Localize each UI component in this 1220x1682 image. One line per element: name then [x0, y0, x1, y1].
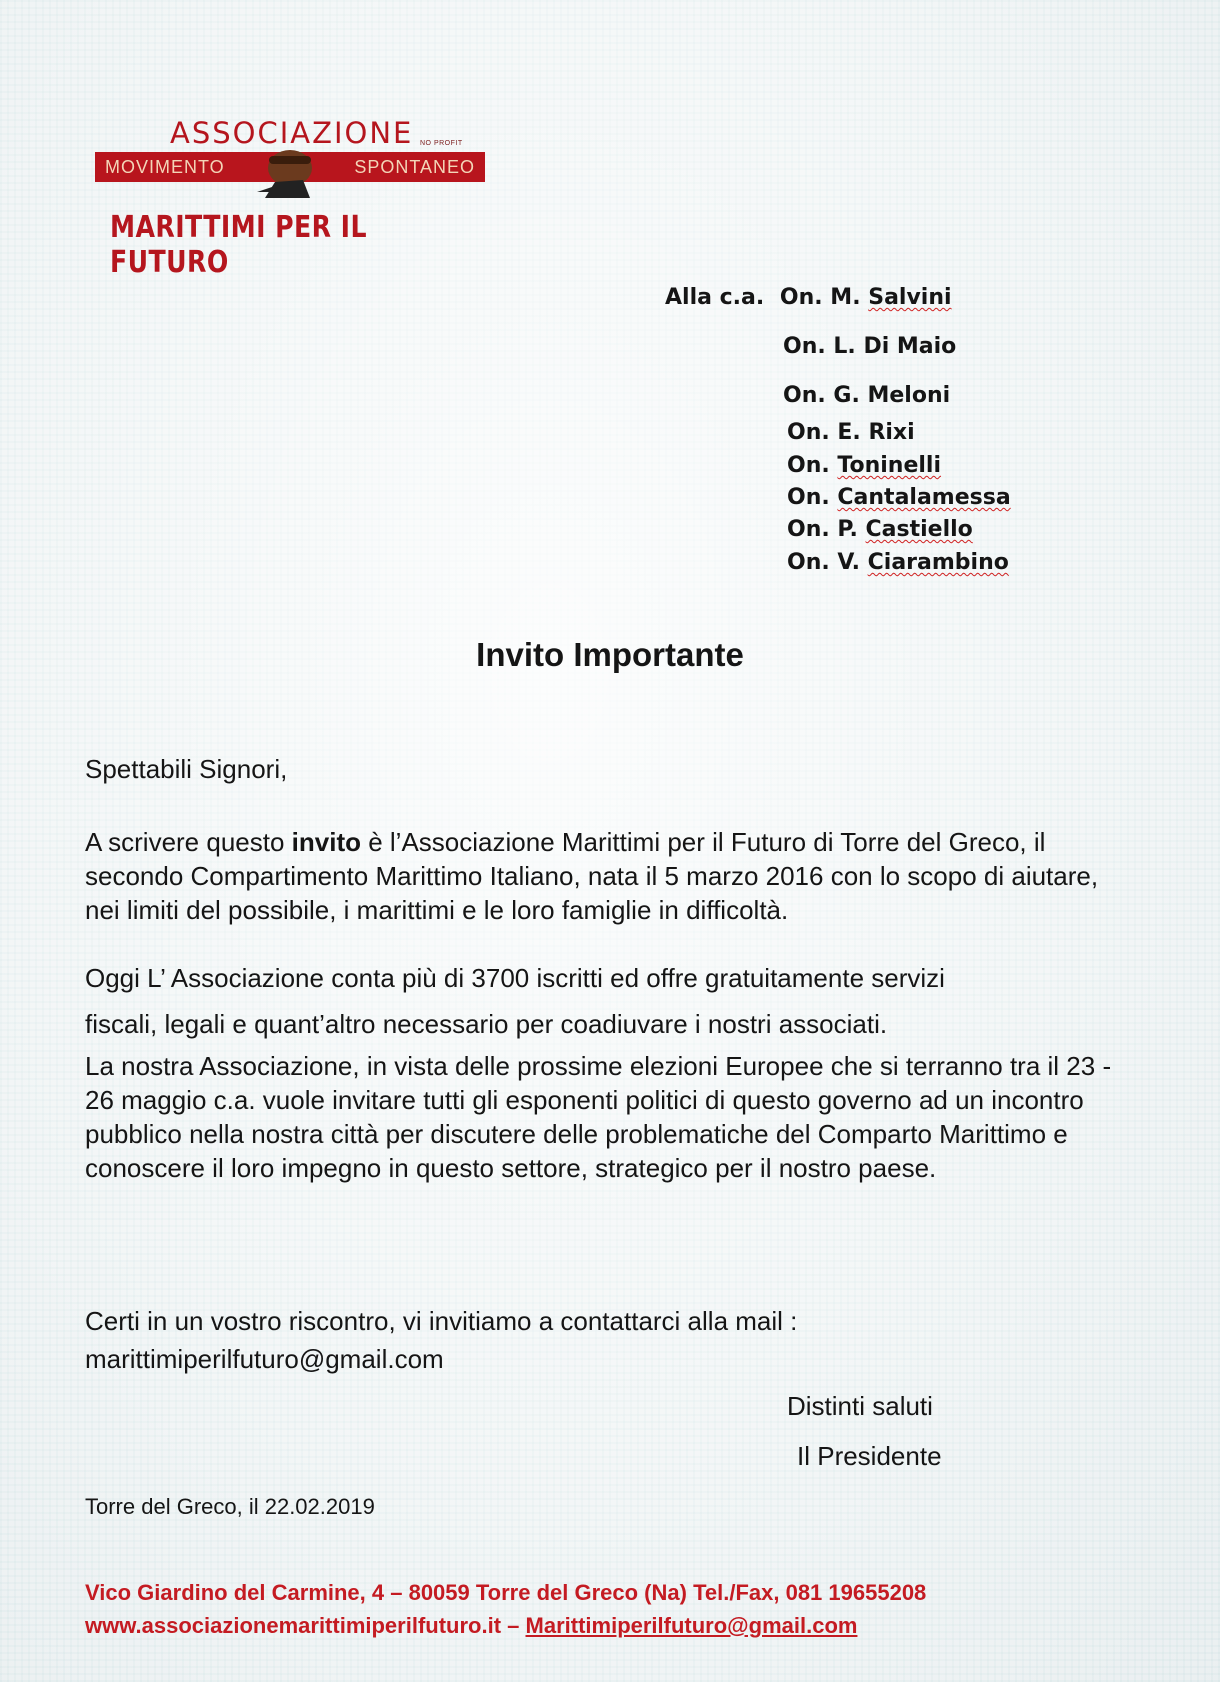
- recipient-line: [787, 550, 1009, 575]
- recipient-line: [787, 453, 941, 478]
- recipient-surname: Castiello: [865, 517, 973, 542]
- recipients-prefix: Alla c.a.: [665, 285, 765, 310]
- recipient-line: [783, 334, 956, 359]
- recipient-title: On.: [787, 453, 830, 478]
- footer-email[interactable]: Marittimiperilfuturo@gmail.com: [525, 1613, 858, 1638]
- contact-email: marittimiperilfuturo@gmail.com: [85, 1344, 444, 1374]
- body-paragraph-2-line-2: fiscali, legali e quant’altro necessario per coadiuvare i nostri associati.: [85, 1009, 888, 1039]
- recipient-surname: Salvini: [868, 285, 952, 310]
- recipient-name: P.: [837, 517, 858, 542]
- recipient-name: G. Meloni: [833, 383, 951, 408]
- recipient-line: [787, 420, 915, 445]
- recipient-name: V.: [837, 550, 860, 575]
- salutation: Spettabili Signori,: [85, 754, 288, 784]
- footer-website[interactable]: www.associazionemarittimiperilfuturo.it: [85, 1613, 502, 1638]
- logo-top-text: ASSOCIAZIONE: [170, 116, 414, 150]
- recipient-title: On.: [787, 517, 830, 542]
- body-text: è l’Associazione Marittimi per il Futuro di Torre del Greco, il secondo Compartimento Marittimo Italiano, nata il 5 marzo 2016 con lo scopo di aiutare, nei limiti del possibile, i marittimi e le loro famiglie in difficoltà.: [85, 827, 1099, 925]
- recipient-name: L. Di Maio: [833, 334, 957, 359]
- recipient-surname: Ciarambino: [867, 550, 1009, 575]
- recipient-line: [787, 485, 1011, 510]
- recipient-title: On.: [787, 550, 830, 575]
- recipient-surname: Cantalamessa: [837, 485, 1011, 510]
- recipient-title: On.: [779, 285, 823, 310]
- footer-contacts: [85, 1613, 857, 1639]
- recipient-title: On.: [787, 485, 830, 510]
- recipient-title: On.: [783, 334, 826, 359]
- body-paragraph-2-line-1: Oggi L’ Associazione conta più di 3700 iscritti ed offre gratuitamente servizi: [85, 963, 945, 993]
- recipient-line: [665, 285, 952, 310]
- logo-band-left-text: MOVIMENTO: [105, 157, 225, 177]
- recipient-line: [783, 383, 950, 408]
- footer-address: Vico Giardino del Carmine, 4 – 80059 Torre del Greco (Na) Tel./Fax, 081 19655208: [85, 1580, 927, 1605]
- body-bold-text: invito: [291, 827, 361, 857]
- logo-band-right-text: SPONTANEO: [354, 157, 475, 177]
- recipient-name: M.: [830, 285, 861, 310]
- contact-line: Certi in un vostro riscontro, vi invitiamo a contattarci alla mail :: [85, 1306, 798, 1336]
- recipient-title: On.: [787, 420, 830, 445]
- signer-title: Il Presidente: [797, 1441, 942, 1471]
- logo-no-profit-text: NO PROFIT: [420, 140, 463, 147]
- place-date: Torre del Greco, il 22.02.2019: [85, 1494, 375, 1519]
- letter-title: Invito Importante: [476, 636, 744, 673]
- association-logo: [95, 112, 495, 280]
- recipient-name: E. Rixi: [837, 420, 915, 445]
- recipient-title: On.: [783, 383, 826, 408]
- body-paragraph-1: [85, 825, 1135, 927]
- fist-icon: [255, 146, 325, 201]
- recipient-line: [787, 517, 973, 542]
- footer-separator: –: [501, 1613, 526, 1638]
- body-text: A scrivere questo: [85, 827, 292, 857]
- closing-greeting: Distinti saluti: [787, 1391, 933, 1421]
- body-paragraph-3: La nostra Associazione, in vista delle prossime elezioni Europee che si terranno tra il 23 - 26 maggio c.a. vuole invitare tutti gli esponenti politici di questo governo ad un incontro pubblico nella nostra città per discutere delle problematiche del Comparto Marittimo e conoscere il loro impegno in questo settore, strategico per il nostro paese.: [85, 1051, 1112, 1183]
- recipient-surname: Toninelli: [837, 453, 942, 478]
- logo-bottom-text: MARITTIMI PER IL FUTURO: [110, 210, 367, 280]
